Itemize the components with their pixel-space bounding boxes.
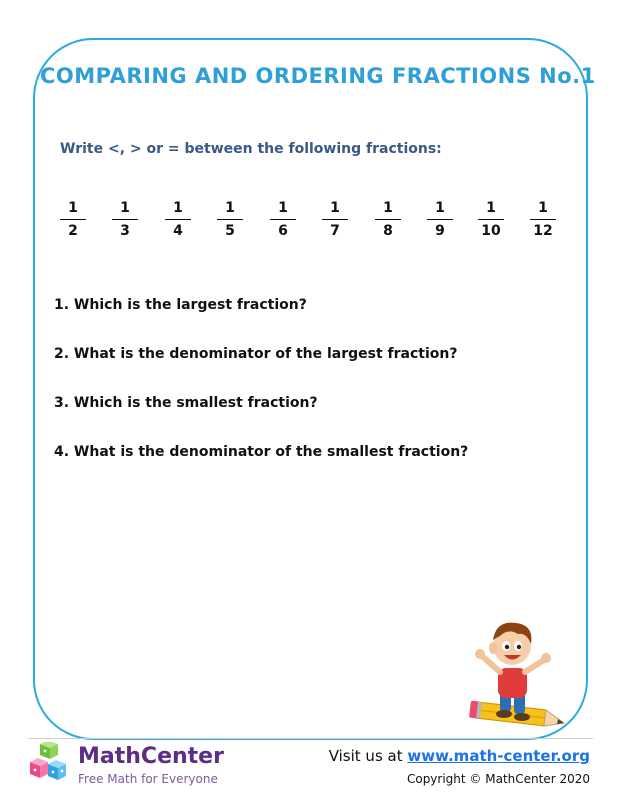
fraction-item bbox=[528, 200, 558, 240]
fraction-item bbox=[215, 200, 245, 240]
fraction-item bbox=[58, 200, 88, 240]
mathcenter-logo-icon bbox=[26, 742, 70, 790]
fraction-denominator: 4 bbox=[173, 223, 183, 239]
fraction-bar bbox=[217, 219, 243, 220]
fraction-item bbox=[110, 200, 140, 240]
question-4: 4. What is the denominator of the smallest fraction? bbox=[54, 444, 469, 460]
fraction-bar bbox=[322, 219, 348, 220]
fraction-item bbox=[320, 200, 350, 240]
fraction-numerator: 1 bbox=[278, 200, 288, 216]
fraction-denominator: 3 bbox=[120, 223, 130, 239]
website-link[interactable]: www.math-center.org bbox=[407, 747, 590, 765]
footer-divider bbox=[28, 738, 593, 739]
fraction-denominator: 7 bbox=[330, 223, 340, 239]
question-3: 3. Which is the smallest fraction? bbox=[54, 395, 318, 411]
question-1: 1. Which is the largest fraction? bbox=[54, 297, 307, 313]
fraction-denominator: 12 bbox=[533, 223, 553, 239]
fraction-item bbox=[425, 200, 455, 240]
brand-name: MathCenter bbox=[78, 744, 224, 769]
fraction-item bbox=[268, 200, 298, 240]
fraction-item bbox=[373, 200, 403, 240]
fraction-bar bbox=[530, 219, 556, 220]
fraction-numerator: 1 bbox=[225, 200, 235, 216]
fraction-bar bbox=[427, 219, 453, 220]
visit-line bbox=[329, 747, 590, 765]
fraction-row bbox=[58, 200, 568, 242]
fraction-bar bbox=[478, 219, 504, 220]
fraction-numerator: 1 bbox=[383, 200, 393, 216]
fraction-numerator: 1 bbox=[173, 200, 183, 216]
fraction-numerator: 1 bbox=[538, 200, 548, 216]
fraction-bar bbox=[165, 219, 191, 220]
fraction-numerator: 1 bbox=[330, 200, 340, 216]
fraction-bar bbox=[270, 219, 296, 220]
fraction-item bbox=[476, 200, 506, 240]
fraction-numerator: 1 bbox=[435, 200, 445, 216]
fraction-bar bbox=[375, 219, 401, 220]
fraction-bar bbox=[112, 219, 138, 220]
fraction-denominator: 2 bbox=[68, 223, 78, 239]
brand-tagline: Free Math for Everyone bbox=[78, 772, 218, 786]
fraction-numerator: 1 bbox=[68, 200, 78, 216]
question-2: 2. What is the denominator of the largest fraction? bbox=[54, 346, 458, 362]
fraction-denominator: 9 bbox=[435, 223, 445, 239]
fraction-numerator: 1 bbox=[120, 200, 130, 216]
worksheet-title: COMPARING AND ORDERING FRACTIONS No.1 bbox=[40, 64, 596, 88]
fraction-denominator: 8 bbox=[383, 223, 393, 239]
fraction-denominator: 6 bbox=[278, 223, 288, 239]
fraction-denominator: 5 bbox=[225, 223, 235, 239]
copyright-text: Copyright © MathCenter 2020 bbox=[406, 772, 590, 786]
fraction-bar bbox=[60, 219, 86, 220]
instruction-text: Write <, > or = between the following fractions: bbox=[60, 141, 442, 157]
visit-prefix: Visit us at bbox=[328, 747, 408, 765]
fraction-denominator: 10 bbox=[481, 223, 501, 239]
fraction-numerator: 1 bbox=[486, 200, 496, 216]
fraction-item bbox=[163, 200, 193, 240]
boy-on-pencil-illustration bbox=[460, 610, 575, 738]
